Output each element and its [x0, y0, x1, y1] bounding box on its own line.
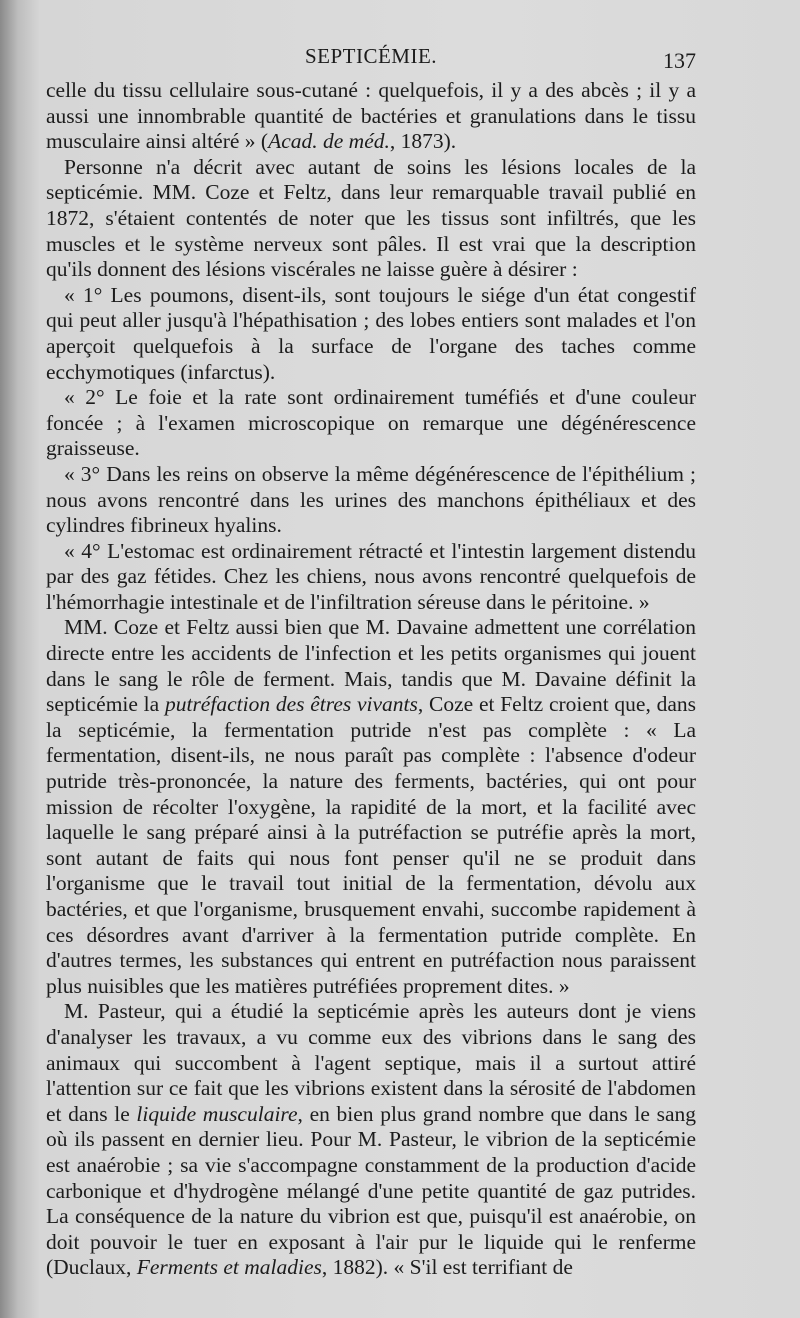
- text-run: « 2° Le foie et la rate sont ordinairement tuméfiés et d'une couleur foncée ; à l'examen microscopique on remarque une dégénérescence graisseuse.: [46, 385, 696, 461]
- paragraph-2: [46, 155, 696, 283]
- citation-italic: Acad. de méd.: [268, 129, 390, 154]
- text-run: M. Pasteur, qui a étudié la septicémie après les auteurs dont je viens d'analyser les travaux, a vu comme eux des vibrions dans le sang des animaux qui succombent à l'agent septique, mais il a surtout attiré l'attention sur ce fait que les vibrions existent dans la sérosité de l'abdomen et dans le: [46, 999, 696, 1126]
- text-run: « 4° L'estomac est ordinairement rétracté et l'intestin largement distendu par des gaz fétides. Chez les chiens, nous avons rencontré quelquefois de l'hémorrhagie intestinale et de l'infiltration séreuse dans le péritoine. »: [46, 538, 696, 614]
- italic-phrase: putréfaction des êtres vivants: [164, 692, 418, 717]
- text-run: , Coze et Feltz croient que, dans la septicémie, la fermentation putride n'est pas complète : « La fermentation, disent-ils, ne nous paraît pas complète : l'absence d'odeur putride très-prononcée, la nature des ferments, bactéries, qui ont pour mission de récolter l'oxygène, la rapidité de la mort, et la facilité avec laquelle le sang préparé ainsi à la putréfaction se putréfie après la mort, sont autant de faits qui nous font penser qu'il ne se produit dans l'organisme que le travail tout initial de la fermentation, dévolu aux bactéries, et que l'organisme, brusquement envahi, succombe rapidement à ces désordres avant d'arriver à la fermentation putride complète. En d'autres termes, les substances qui entrent en putréfaction nous paraissent plus nuisibles que les matières putréfiées proprement dites. »: [46, 692, 697, 998]
- text-run: « 3° Dans les reins on observe la même dégénérescence de l'épithélium ; nous avons rencontré dans les urines des manchons épithéliaux et des cylindres fibrineux hyalins.: [46, 461, 696, 538]
- running-head: SEPTICÉMIE.: [304, 44, 438, 68]
- quote-item-2: [46, 385, 696, 462]
- text-run: Personne n'a décrit avec autant de soins les lésions locales de la septicémie. MM. Coze et Feltz, dans leur remarquable travail publié en 1872, s'étaient contentés de noter que les tissus sont infiltrés, que les muscles et le système nerveux sont pâles. Il est vrai que la description qu'ils donnent des lésions viscérales ne laisse guère à désirer :: [46, 154, 696, 282]
- quote-item-1: [46, 283, 696, 385]
- citation-italic: Ferments et maladies: [136, 1255, 322, 1280]
- text-run: , 1873).: [389, 129, 457, 154]
- italic-phrase: liquide musculaire: [136, 1101, 298, 1126]
- quote-item-4: [46, 539, 696, 616]
- text-run: « 1° Les poumons, disent-ils, sont toujours le siége d'un état congestif qui peut aller jusqu'à l'hépathisation ; des lobes entiers sont malades et l'on aperçoit quelquefois à la surface de l'organe des taches comme ecchymotiques (infarctus).: [46, 282, 696, 384]
- text-run: , en bien plus grand nombre que dans le sang où ils passent en dernier lieu. Pour M. Pasteur, le vibrion de la septicémie est anaérobie ; sa vie s'accompagne constamment de la production d'acide carbonique et d'hydrogène mélangé d'une petite quantité de gaz putrides. La conséquence de la nature du vibrion est que, puisqu'il est anaérobie, on doit pouvoir le tuer en exposant à l'air pur le liquide qui le renferme (Duclaux,: [46, 1101, 696, 1280]
- paragraph-pasteur: [46, 999, 696, 1281]
- text-run: celle du tissu cellulaire sous-cutané : quelquefois, il y a des abcès ; il y a aussi une innombrable quantité de bactéries et granulations dans le tissu musculaire ainsi altéré » (: [46, 78, 696, 154]
- quote-item-3: [46, 462, 696, 539]
- page-header: [46, 44, 696, 78]
- page-number: 137: [663, 48, 696, 73]
- body-text: [46, 78, 696, 1281]
- paragraph-coze-feltz: [46, 615, 696, 999]
- text-run: , 1882). « S'il est terrifiant de: [321, 1255, 573, 1280]
- book-page: [46, 44, 696, 1281]
- text-run: MM. Coze et Feltz aussi bien que M. Davaine admettent une corrélation directe entre les accidents de l'infection et les petits organismes qui jouent dans le sang le rôle de ferment. Mais, tandis que M. Davaine définit la septicémie la: [46, 615, 696, 717]
- paragraph-1: [46, 78, 696, 155]
